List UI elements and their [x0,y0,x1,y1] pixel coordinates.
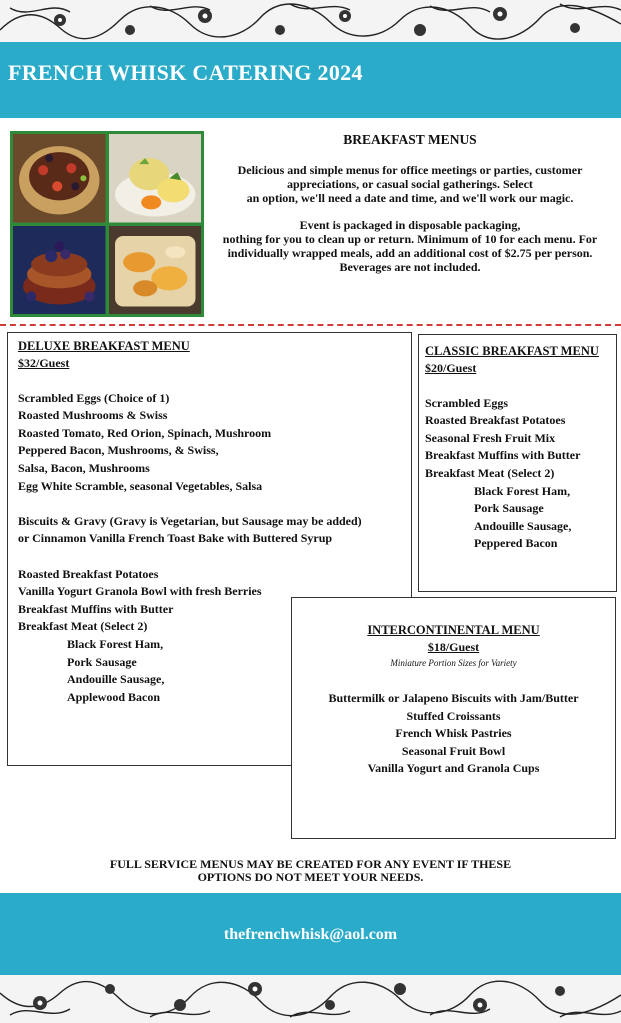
intro-line: Beverages are not included. [339,260,481,274]
deluxe-menu-price: $32/Guest [18,356,70,370]
menu-item: Scrambled Eggs (Choice of 1) [18,390,170,405]
menu-item: Seasonal Fresh Fruit Mix [425,430,556,445]
menu-item: Biscuits & Gravy (Gravy is Vegetarian, but Sausage may be added) [18,513,362,528]
menu-item: Roasted Tomato, Red Orion, Spinach, Mushroom [18,425,272,440]
meat-option: Andouille Sausage, [474,518,572,533]
contact-email[interactable]: thefrenchwhisk@aol.com [223,926,398,943]
menu-item: Buttermilk or Jalapeno Biscuits with Jam/Butter [328,691,579,705]
menu-item: Vanilla Yogurt Granola Bowl with fresh Berries [18,584,262,599]
menu-item: Scrambled Eggs [425,395,509,410]
food-photo-collage [10,131,204,317]
intro-paragraph-2 [210,218,610,274]
menu-item: Stuffed Croissants [406,708,501,723]
damask-pattern-top [0,0,621,42]
deluxe-menu-title: DELUXE BREAKFAST MENU [18,339,190,353]
classic-menu-box [418,334,617,592]
menu-item: Roasted Breakfast Potatoes [18,566,159,581]
food-photo-pancakes-berries [13,226,106,315]
intro-line: nothing for you to clean up or return. Minimum of 10 for each menu. For [222,232,598,246]
menu-item: Breakfast Muffins with Butter [18,601,174,616]
food-photo-eggs-benedict [109,134,202,223]
intro-section [210,133,610,287]
menu-item: Roasted Mushrooms & Swiss [18,408,168,423]
intro-line: Delicious and simple menus for office meetings or parties, customer [237,163,583,177]
menu-item: French Whisk Pastries [395,726,512,741]
meat-option: Pork Sausage [474,501,544,516]
meat-option: Andouille Sausage, [67,672,165,687]
damask-pattern-bottom [0,975,621,1023]
section-divider [0,324,621,326]
menu-item: Peppered Bacon, Mushrooms, & Swiss, [18,443,219,458]
menu-item: Salsa, Bacon, Mushrooms [18,460,150,475]
contact-banner [0,893,621,975]
intercontinental-menu-price: $18/Guest [427,640,480,654]
classic-menu-title: CLASSIC BREAKFAST MENU [425,344,599,358]
custom-menu-note [0,858,621,884]
note-line: FULL SERVICE MENUS MAY BE CREATED FOR ANY EVENT IF THESE [109,857,512,871]
menu-item: Vanilla Yogurt and Granola Cups [367,761,540,776]
intro-paragraph-1 [210,163,610,205]
menu-item: Breakfast Muffins with Butter [425,448,581,463]
meat-option: Pork Sausage [67,654,137,669]
meat-option: Black Forest Ham, [67,636,164,651]
food-photo-cheesy-casserole [109,226,202,315]
classic-menu-price: $20/Guest [425,361,477,375]
portion-note: Miniature Portion Sizes for Variety [390,658,517,668]
intro-heading: BREAKFAST MENUS [343,132,477,147]
meat-option: Applewood Bacon [67,689,161,704]
menu-item: Seasonal Fruit Bowl [401,743,506,758]
page-title: FRENCH WHISK CATERING 2024 [8,60,363,85]
meat-option: Black Forest Ham, [474,483,571,498]
intro-line: appreciations, or casual social gatherings. Select [287,177,533,191]
menu-item: Egg White Scramble, seasonal Vegetables, Salsa [18,478,263,493]
food-photo-tostada [13,134,106,223]
menu-item: Breakfast Meat (Select 2) [425,465,555,480]
title-banner [0,42,621,118]
menu-item: Breakfast Meat (Select 2) [18,619,148,634]
meat-option: Peppered Bacon [474,536,558,551]
intro-line: individually wrapped meals, add an additional cost of $2.75 per person. [227,246,593,260]
intro-line: an option, we'll need a date and time, and we'll work our magic. [246,191,574,205]
menu-item: Roasted Breakfast Potatoes [425,413,566,428]
intercontinental-menu-title: INTERCONTINENTAL MENU [367,623,540,637]
intercontinental-menu-box [291,597,616,839]
intro-line: Event is packaged in disposable packaging, [299,218,521,232]
menu-item: or Cinnamon Vanilla French Toast Bake with Buttered Syrup [18,531,333,546]
note-line: OPTIONS DO NOT MEET YOUR NEEDS. [197,870,424,884]
